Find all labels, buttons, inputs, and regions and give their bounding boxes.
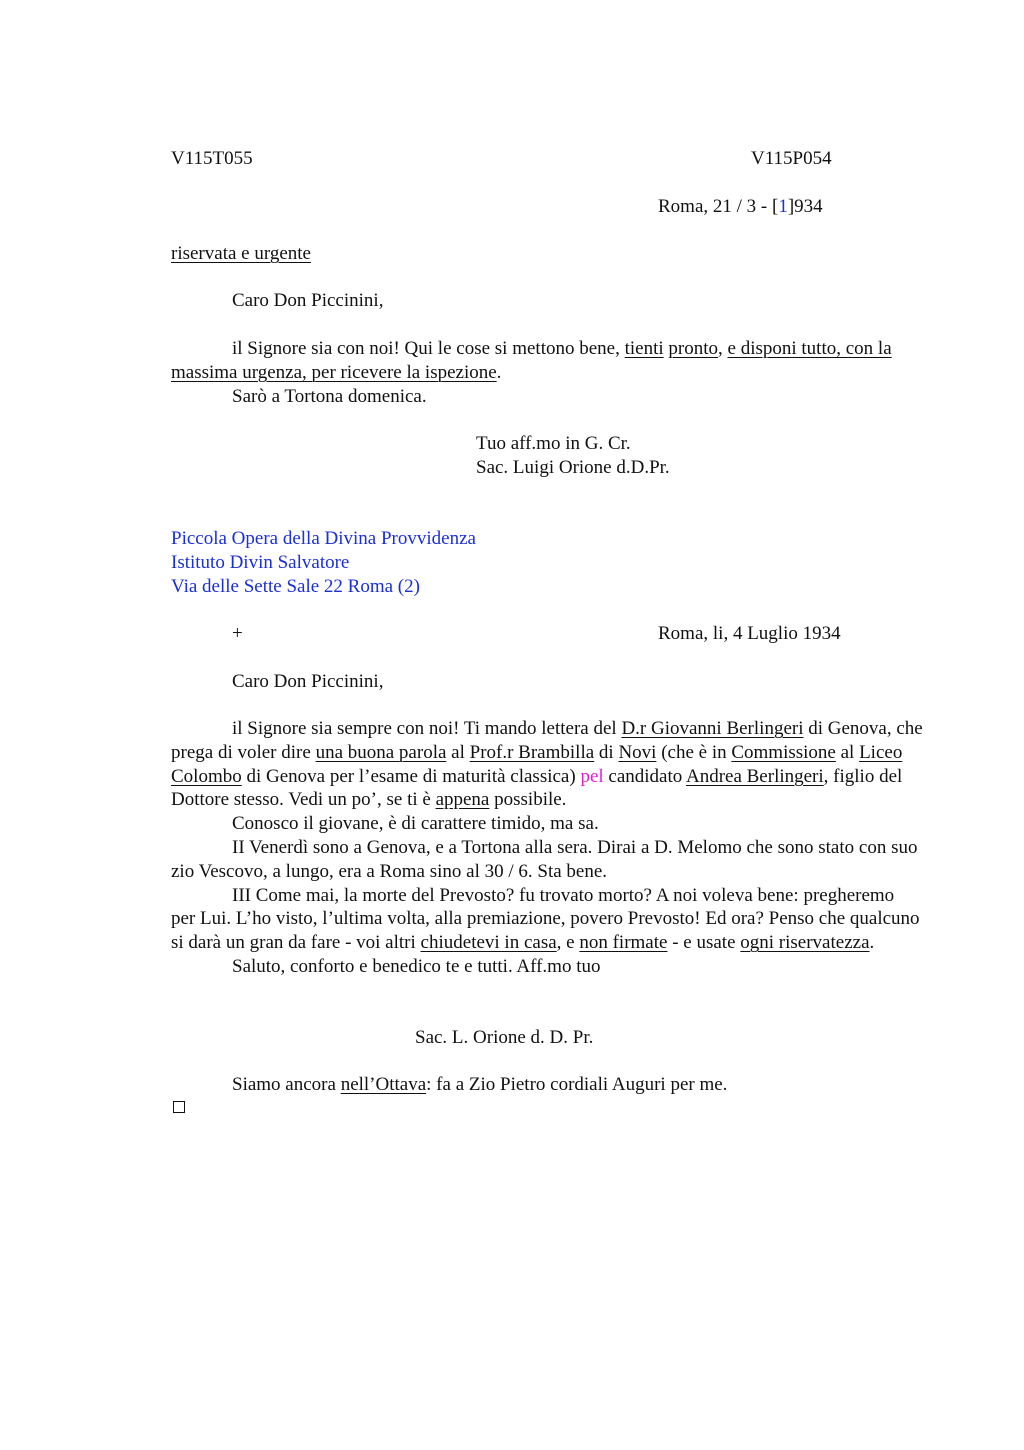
date-editorial-bracket: 1	[778, 196, 788, 217]
letter1-signature: Sac. Luigi Orione d.D.Pr.	[476, 457, 670, 478]
letter1-closing: Tuo aff.mo in G. Cr.	[476, 433, 631, 454]
document-code-right: V115P054	[751, 148, 832, 169]
letter2-body	[171, 717, 923, 979]
letter2-paragraph-3: II Venerdì sono a Genova, e a Tortona alla sera. Dirai a D. Melomo che sono stato con suo zio Vescovo, a lungo, era a Roma sino al 30 / 6. Sta bene.	[171, 836, 918, 882]
letter2-paragraph-1: il Signore sia sempre con noi! Ti mando lettera del D.r Giovanni Berlingeri di Genova, che prega di voler dire una buona parola al Prof.r Brambilla di Novi (che è in Commissione al Liceo Colombo di Genova per l’esame di maturità classica) pel candidato Andrea Berlingeri, figlio del Dottore stesso. Vedi un po’, se ti è appena possibile.	[171, 718, 923, 811]
document-code-left: V115T055	[171, 148, 253, 169]
letter1-body	[171, 337, 931, 408]
letter2-paragraph-2: Conosco il giovane, è di carattere timido, ma sa.	[232, 813, 599, 835]
letter1-paragraph: il Signore sia con noi! Qui le cose si mettono bene, tienti pronto, e disponi tutto, con la massima urgenza, per ricevere la ispezione.	[171, 338, 892, 383]
letter1-salutation: Caro Don Piccinini,	[232, 290, 384, 311]
letter2-postscript: Siamo ancora nell’Ottava: fa a Zio Pietro cordiali Auguri per me.	[232, 1074, 728, 1095]
letter2-salutation: Caro Don Piccinini,	[232, 671, 384, 692]
letter2-signature: Sac. L. Orione d. D. Pr.	[415, 1027, 594, 1048]
letter2-paragraph-5: Saluto, conforto e benedico te e tutti. Aff.mo tuo	[232, 955, 601, 977]
letter2-paragraph-4: III Come mai, la morte del Prevosto? fu trovato morto? A noi voleva bene: pregheremo per Lui. L’ho visto, l’ultima volta, alla premiazione, povero Prevosto! Ed ora? Penso che qualcuno si darà un gran da fare - voi altri chiudetevi in casa, e non firmate - e usate ogni riservatezza.	[171, 884, 920, 954]
letter1-date: Roma, 21 / 3 - [1]934	[658, 196, 823, 217]
letterhead-line3: Via delle Sette Sale 22 Roma (2)	[171, 576, 420, 597]
letter1-note: riservata e urgente	[171, 243, 311, 264]
end-mark-box-icon	[173, 1101, 185, 1113]
letter1-line2: Sarò a Tortona domenica.	[232, 385, 427, 407]
cross-symbol: +	[232, 623, 243, 644]
letterhead-line1: Piccola Opera della Divina Provvidenza	[171, 528, 476, 549]
letter2-date: Roma, li, 4 Luglio 1934	[658, 623, 841, 644]
letterhead-line2: Istituto Divin Salvatore	[171, 552, 350, 573]
